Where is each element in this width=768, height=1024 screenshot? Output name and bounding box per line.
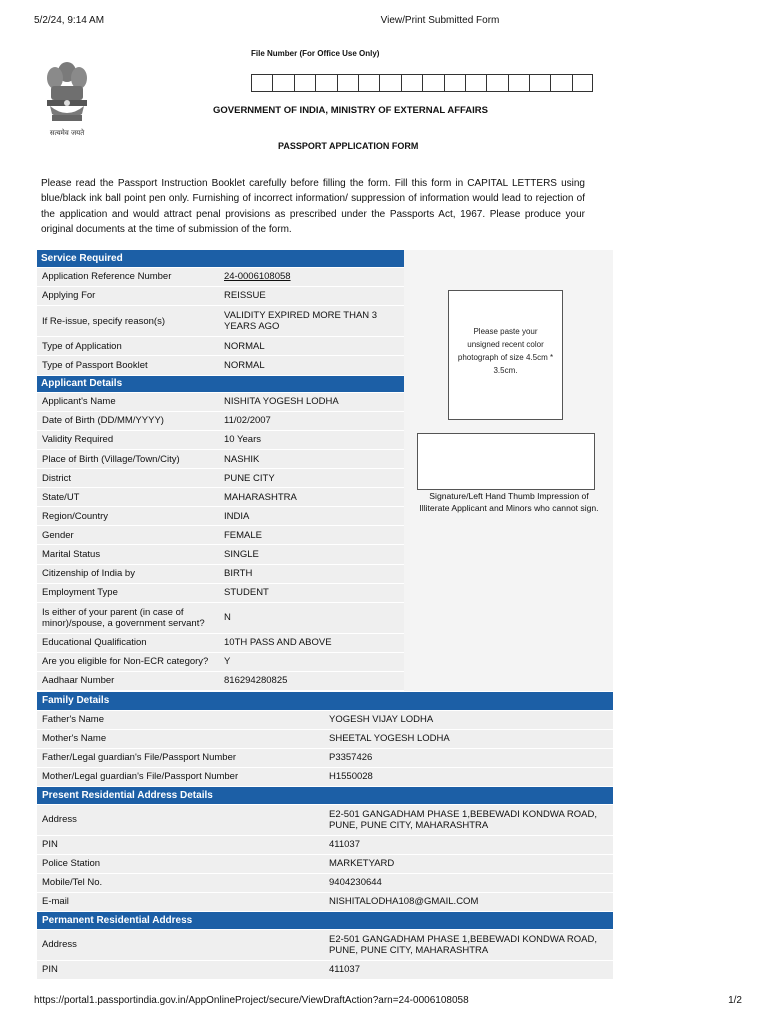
ashoka-emblem-icon bbox=[38, 58, 96, 140]
photo-box bbox=[448, 290, 563, 420]
signature-box bbox=[417, 433, 595, 490]
field-value: MARKETYARD bbox=[324, 854, 613, 873]
table-row bbox=[37, 337, 404, 356]
field-label: Address bbox=[37, 929, 324, 960]
file-number-box bbox=[422, 74, 443, 92]
field-value: 411037 bbox=[324, 960, 613, 979]
signature-caption: Signature/Left Hand Thumb Impression of Illiterate Applicant and Minors who cannot sign. bbox=[419, 491, 599, 514]
table-row bbox=[37, 835, 613, 854]
file-number-box bbox=[337, 74, 358, 92]
table-row bbox=[37, 507, 404, 526]
field-label: Mobile/Tel No. bbox=[37, 873, 324, 892]
field-label: Applying For bbox=[37, 286, 219, 305]
table-row bbox=[37, 710, 613, 729]
file-number-box bbox=[465, 74, 486, 92]
field-label: If Re-issue, specify reason(s) bbox=[37, 306, 219, 337]
table-row bbox=[37, 960, 613, 979]
field-value: 411037 bbox=[324, 835, 613, 854]
table-row bbox=[37, 306, 404, 337]
table-row bbox=[37, 633, 404, 652]
file-number-box bbox=[272, 74, 293, 92]
table-row bbox=[37, 652, 404, 671]
field-value: 10TH PASS AND ABOVE bbox=[219, 633, 404, 652]
field-label: Educational Qualification bbox=[37, 633, 219, 652]
field-label: Applicant's Name bbox=[37, 392, 219, 411]
field-value: 11/02/2007 bbox=[219, 411, 404, 430]
file-number-box bbox=[401, 74, 422, 92]
field-label: Employment Type bbox=[37, 583, 219, 602]
print-page-title: View/Print Submitted Form bbox=[380, 15, 500, 26]
field-label: District bbox=[37, 469, 219, 488]
section-header bbox=[37, 911, 613, 929]
table-row bbox=[37, 411, 404, 430]
field-label: PIN bbox=[37, 835, 324, 854]
file-number-boxes bbox=[251, 74, 593, 92]
table-row bbox=[37, 671, 404, 690]
field-label: Validity Required bbox=[37, 430, 219, 449]
field-label: Mother's Name bbox=[37, 729, 324, 748]
field-value: INDIA bbox=[219, 507, 404, 526]
table-row bbox=[37, 430, 404, 449]
field-value: MAHARASHTRA bbox=[219, 488, 404, 507]
table-row bbox=[37, 748, 613, 767]
field-value: Y bbox=[219, 652, 404, 671]
page-number: 1/2 bbox=[728, 995, 742, 1006]
file-number-box bbox=[294, 74, 315, 92]
section-header bbox=[37, 375, 404, 392]
field-value: 10 Years bbox=[219, 430, 404, 449]
page-url: https://portal1.passportindia.gov.in/AppOnlineProject/secure/ViewDraftAction?arn=24-0006108058 bbox=[34, 995, 469, 1006]
field-label: Citizenship of India by bbox=[37, 564, 219, 583]
file-number-box bbox=[358, 74, 379, 92]
file-number-box bbox=[379, 74, 400, 92]
field-label: Type of Passport Booklet bbox=[37, 356, 219, 375]
service-applicant-table bbox=[37, 250, 404, 691]
table-row bbox=[37, 564, 404, 583]
field-value: REISSUE bbox=[219, 286, 404, 305]
section-title: Permanent Residential Address bbox=[37, 911, 613, 929]
field-value: YOGESH VIJAY LODHA bbox=[324, 710, 613, 729]
file-number-box bbox=[572, 74, 593, 92]
table-row bbox=[37, 729, 613, 748]
field-label: Place of Birth (Village/Town/City) bbox=[37, 449, 219, 468]
section-header bbox=[37, 692, 613, 710]
table-row bbox=[37, 469, 404, 488]
section-header bbox=[37, 786, 613, 804]
table-row bbox=[37, 488, 404, 507]
table-row bbox=[37, 392, 404, 411]
table-row bbox=[37, 602, 404, 633]
field-value: NISHITALODHA108@GMAIL.COM bbox=[324, 892, 613, 911]
field-value: NORMAL bbox=[219, 337, 404, 356]
table-row bbox=[37, 545, 404, 564]
table-row bbox=[37, 854, 613, 873]
field-value: PUNE CITY bbox=[219, 469, 404, 488]
table-row bbox=[37, 526, 404, 545]
field-label: PIN bbox=[37, 960, 324, 979]
field-value: SHEETAL YOGESH LODHA bbox=[324, 729, 613, 748]
print-datetime: 5/2/24, 9:14 AM bbox=[34, 15, 105, 26]
field-value: N bbox=[219, 602, 404, 633]
section-title: Applicant Details bbox=[37, 375, 404, 392]
field-value: 9404230644 bbox=[324, 873, 613, 892]
emblem-caption: सत्यमेव जयते bbox=[49, 129, 85, 137]
field-value: STUDENT bbox=[219, 583, 404, 602]
family-address-table bbox=[37, 692, 613, 980]
table-row bbox=[37, 267, 404, 286]
photo-instructions: Please paste your unsigned recent color photograph of size 4.5cm * 3.5cm. bbox=[457, 327, 554, 375]
field-value: SINGLE bbox=[219, 545, 404, 564]
field-value: VALIDITY EXPIRED MORE THAN 3 YEARS AGO bbox=[219, 306, 404, 337]
field-value: E2-501 GANGADHAM PHASE 1,BEBEWADI KONDWA ROAD, PUNE, PUNE CITY, MAHARASHTRA bbox=[324, 929, 613, 960]
file-number-box bbox=[508, 74, 529, 92]
file-number-box bbox=[444, 74, 465, 92]
section-header bbox=[37, 250, 404, 267]
table-row bbox=[37, 767, 613, 786]
field-value: NISHITA YOGESH LODHA bbox=[219, 392, 404, 411]
table-row bbox=[37, 804, 613, 835]
field-value: 816294280825 bbox=[219, 671, 404, 690]
table-row bbox=[37, 286, 404, 305]
instructions-paragraph: Please read the Passport Instruction Booklet carefully before filling the form. Fill this form in CAPITAL LETTERS using blue/black ink ball point pen only. Furnishing of incorrect information/ suppression of information would lead to rejection of the application and would attract penal provisions as prescribed under the Passports Act, 1967. Please produce your original documents at the time of submission of the form. bbox=[41, 178, 585, 236]
field-label: Are you eligible for Non-ECR category? bbox=[37, 652, 219, 671]
file-number-label: File Number (For Office Use Only) bbox=[251, 49, 380, 58]
file-number-box bbox=[315, 74, 336, 92]
file-number-box bbox=[251, 74, 272, 92]
table-row bbox=[37, 892, 613, 911]
section-title: Family Details bbox=[37, 692, 613, 710]
field-label: Address bbox=[37, 804, 324, 835]
reference-number: 24-0006108058 bbox=[224, 271, 291, 283]
field-label: Aadhaar Number bbox=[37, 671, 219, 690]
field-value: NASHIK bbox=[219, 449, 404, 468]
table-row bbox=[37, 873, 613, 892]
field-label: Region/Country bbox=[37, 507, 219, 526]
photo-signature-panel bbox=[404, 250, 613, 691]
print-header bbox=[30, 15, 750, 31]
field-label: Father's Name bbox=[37, 710, 324, 729]
government-title: GOVERNMENT OF INDIA, MINISTRY OF EXTERNAL AFFAIRS bbox=[213, 105, 488, 116]
table-row bbox=[37, 583, 404, 602]
table-row bbox=[37, 356, 404, 375]
field-label: Mother/Legal guardian's File/Passport Number bbox=[37, 767, 324, 786]
field-label: E-mail bbox=[37, 892, 324, 911]
field-label: Date of Birth (DD/MM/YYYY) bbox=[37, 411, 219, 430]
field-label: Gender bbox=[37, 526, 219, 545]
field-value: BIRTH bbox=[219, 564, 404, 583]
field-label: Marital Status bbox=[37, 545, 219, 564]
field-value bbox=[219, 267, 404, 286]
field-label: Application Reference Number bbox=[37, 267, 219, 286]
field-value: E2-501 GANGADHAM PHASE 1,BEBEWADI KONDWA ROAD, PUNE, PUNE CITY, MAHARASHTRA bbox=[324, 804, 613, 835]
file-number-box bbox=[550, 74, 571, 92]
field-label: Is either of your parent (in case of minor)/spouse, a government servant? bbox=[37, 602, 219, 633]
table-row bbox=[37, 449, 404, 468]
field-label: Type of Application bbox=[37, 337, 219, 356]
section-title: Present Residential Address Details bbox=[37, 786, 613, 804]
section-title: Service Required bbox=[37, 250, 404, 267]
file-number-box bbox=[529, 74, 550, 92]
form-title: PASSPORT APPLICATION FORM bbox=[278, 141, 419, 151]
field-label: Father/Legal guardian's File/Passport Number bbox=[37, 748, 324, 767]
field-value: FEMALE bbox=[219, 526, 404, 545]
field-value: H1550028 bbox=[324, 767, 613, 786]
field-value: NORMAL bbox=[219, 356, 404, 375]
field-label: State/UT bbox=[37, 488, 219, 507]
file-number-box bbox=[486, 74, 507, 92]
field-label: Police Station bbox=[37, 854, 324, 873]
table-row bbox=[37, 929, 613, 960]
field-value: P3357426 bbox=[324, 748, 613, 767]
